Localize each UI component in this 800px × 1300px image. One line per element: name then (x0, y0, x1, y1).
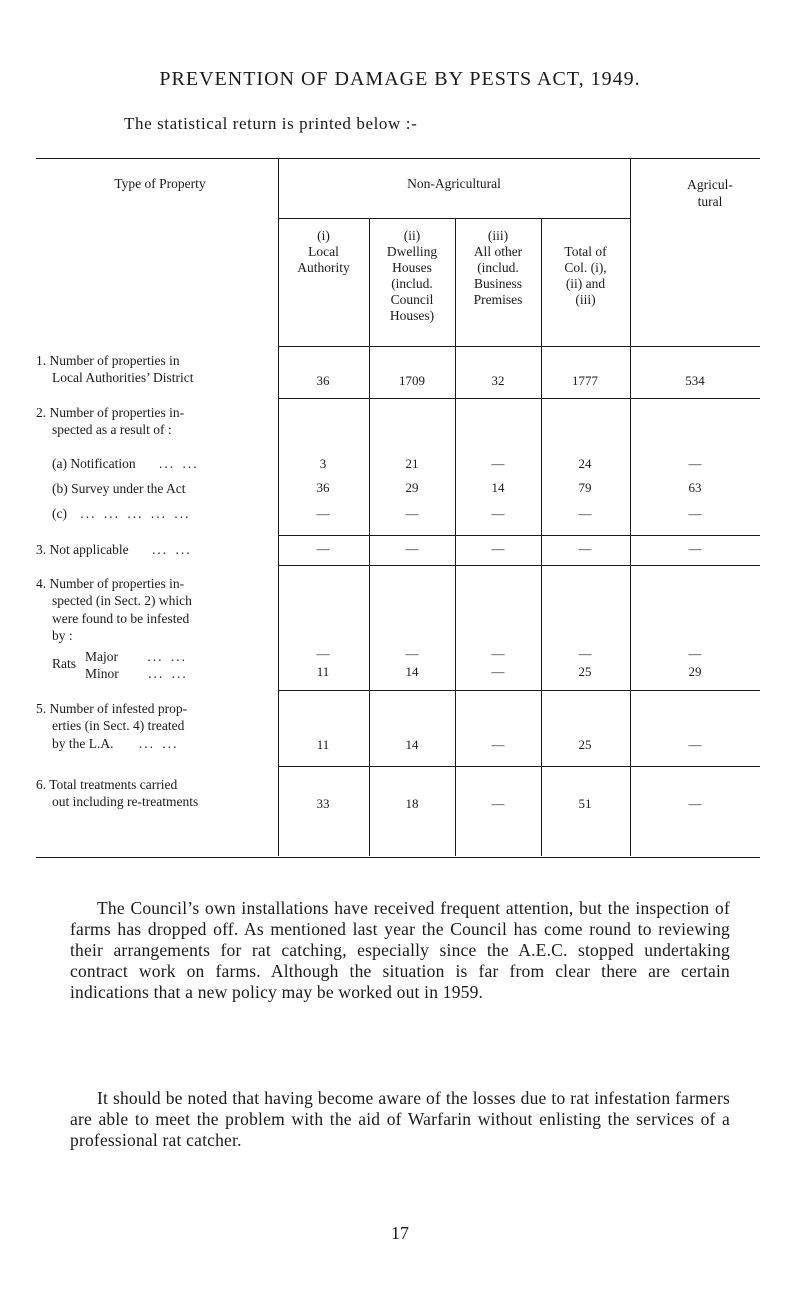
table-bottom-rule (36, 857, 760, 858)
row1-rule (278, 398, 760, 399)
row5-label: 5. Number of infested prop- erties (in Sect. 4) treated by the L.A. ... ... (36, 701, 188, 751)
minor-label: Minor ... ... (85, 666, 188, 681)
col-iii-header: (iii) All other (includ. Business Premises (473, 228, 523, 307)
header-rule (278, 346, 760, 347)
major-label: Major ... ... (85, 649, 187, 664)
page-number: 17 (391, 1223, 409, 1243)
row2-rule (278, 535, 760, 536)
row5-rule (278, 766, 760, 767)
nonag-header: Non-Agricultural (407, 176, 501, 191)
page-title: PREVENTION OF DAMAGE BY PESTS ACT, 1949. (159, 68, 641, 90)
col-total-header: Total of Col. (i), (ii) and (iii) (564, 244, 607, 307)
row6-label: 6. Total treatments carried out including re-treatments (36, 777, 199, 810)
col-rule-3 (455, 218, 456, 856)
paragraph-installations: The Council’s own installations have received frequent attention, but the inspection of farms has dropped off. As mentioned last year the Council has come round to reviewing their arrangements for rat catching, especially since the A.E.C. stopped undertaking contract work on farms. Although the situation is far from clear there are certain indications that a new policy may be worked out in 1959. (70, 898, 730, 1002)
nonag-sub-rule (278, 218, 630, 219)
row2b-label: (b) Survey under the Act (52, 481, 186, 496)
row1-label: 1. Number of properties in Local Authorities’ District (36, 353, 194, 386)
row2c-label: (c) ... ... ... ... ... (52, 506, 191, 521)
row2-label: 2. Number of properties in- spected as a result of : (36, 405, 185, 438)
row3-rule (278, 565, 760, 566)
page-subtitle: The statistical return is printed below :- (124, 114, 418, 133)
row4-rule (278, 690, 760, 691)
row2a-label: (a) Notification ... ... (52, 456, 199, 471)
ag-header: Agricul- tural (687, 177, 733, 209)
rats-label: Rats (52, 656, 77, 671)
type-header: Type of Property (114, 176, 206, 191)
col-rule-5 (630, 158, 631, 856)
col-rule-4 (541, 218, 542, 856)
col-ii-header: (ii) Dwelling Houses (includ. Council Houses) (386, 228, 438, 323)
row4-label: 4. Number of properties in- spected (in Sect. 2) which were found to be infested by : (36, 576, 192, 643)
col-i-header: (i) Local Authority (297, 228, 350, 275)
row3-label: 3. Not applicable ... ... (36, 542, 192, 557)
table-top-rule (36, 158, 760, 159)
paragraph-warfarin: It should be noted that having become aware of the losses due to rat infestation farmers are able to meet the problem with the aid of Warfarin without enlisting the services of a professional rat catcher. (70, 1088, 730, 1150)
